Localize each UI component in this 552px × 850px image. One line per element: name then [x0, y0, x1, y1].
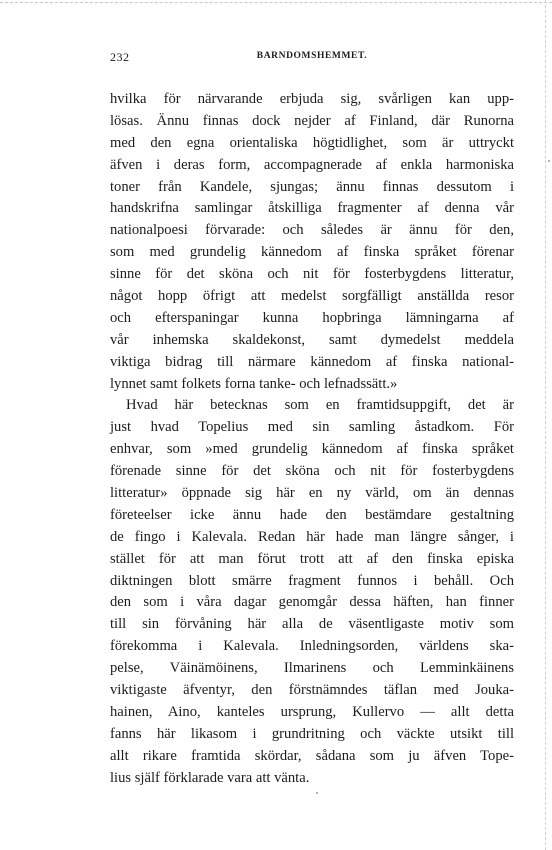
text-line: lösas. Ännu finnas dock nejder af Finland, där Runorna [110, 112, 514, 129]
text-line: viktiga bidrag till närmare kännedom af finska national- [110, 353, 514, 370]
text-line: just hvad Topelius med sin samling åstadkom. För [110, 419, 514, 436]
text-line: förenade sinne för det sköna och nit för fosterbygdens [110, 463, 514, 480]
text-line: och efterspaningar kunna hopbringa lämningarna af [110, 309, 514, 326]
page-header [110, 50, 514, 66]
text-line: toner från Kandele, sjungas; ännu finnas dessutom i [110, 178, 514, 195]
page-edge-right [545, 0, 546, 850]
text-line: till sin förvåning här alla de väsentligaste motiv som [110, 616, 514, 633]
text-line: hvilka för närvarande erbjuda sig, svårligen kan upp- [110, 91, 514, 107]
text-line: stället för att man förut trott att af den finska episka [110, 550, 514, 567]
text-line: med den egna orientaliska högtidlighet, som är uttryckt [110, 134, 514, 151]
text-line: förekomma i Kalevala. Inledningsorden, världens ska- [110, 638, 514, 655]
print-speck [548, 160, 550, 162]
text-line: vår inhemska skaldekonst, samt dymedelst meddela [110, 331, 514, 348]
text-line: handskrifna samlingar åtskilliga fragmenter af denna vår [110, 200, 514, 217]
text-line: pelse, Väinämöinens, Ilmarinens och Lemminkäinens [110, 660, 514, 677]
page-number: 232 [110, 50, 130, 64]
paragraph [110, 395, 514, 789]
text-line: den som i våra dagar genomgår dessa häften, han finner [110, 594, 514, 611]
text-line: hainen, Aino, kanteles ursprung, Kullervo — allt detta [110, 703, 514, 720]
text-line: som med grundelig kännedom af finska språket förenar [110, 244, 514, 261]
text-line: äfven i deras form, accompagnerade af enkla harmoniska [110, 156, 514, 173]
text-line: litteratur» öppnade sig här en ny värld, om än dennas [110, 485, 514, 502]
text-line: nationalpoesi förvarade: och således är ännu för den, [110, 222, 514, 239]
print-speck [316, 792, 318, 794]
text-line: lius själf förklarade vara att vänta. [110, 769, 310, 786]
text-line: lynnet samt folkets forna tanke- och lefnadssätt.» [110, 375, 398, 392]
text-line: enhvar, som »med grundelig kännedom af finska språket [110, 441, 514, 458]
text-line: diktningen blott smärre fragment funnos i behåll. Och [110, 572, 514, 589]
running-head: BARNDOMSHEMMET. [256, 51, 368, 61]
text-line: fanns här likasom i grundritning och väckte utsikt till [110, 725, 514, 742]
text-line: viktigaste äfventyr, den förstnämndes täflan med Jouka- [110, 682, 514, 699]
text-line: allt rikare framtida skördar, sådana som ju äfven Tope- [110, 747, 514, 764]
paragraph [110, 89, 514, 395]
text-line: de fingo i Kalevala. Redan här hade man längre sånger, i [110, 528, 514, 545]
text-line: något hopp öfrigt att medelst sorgfälligt anställda resor [110, 288, 514, 305]
page-edge-top [0, 2, 552, 3]
body-text [110, 89, 514, 790]
text-line: företeelser icke ännu hade den bestämdare gestaltning [110, 506, 514, 523]
text-line: Hvad här betecknas som en framtidsuppgift, det är [126, 397, 514, 414]
text-line: sinne för det sköna och nit för fosterbygdens litteratur, [110, 266, 514, 283]
